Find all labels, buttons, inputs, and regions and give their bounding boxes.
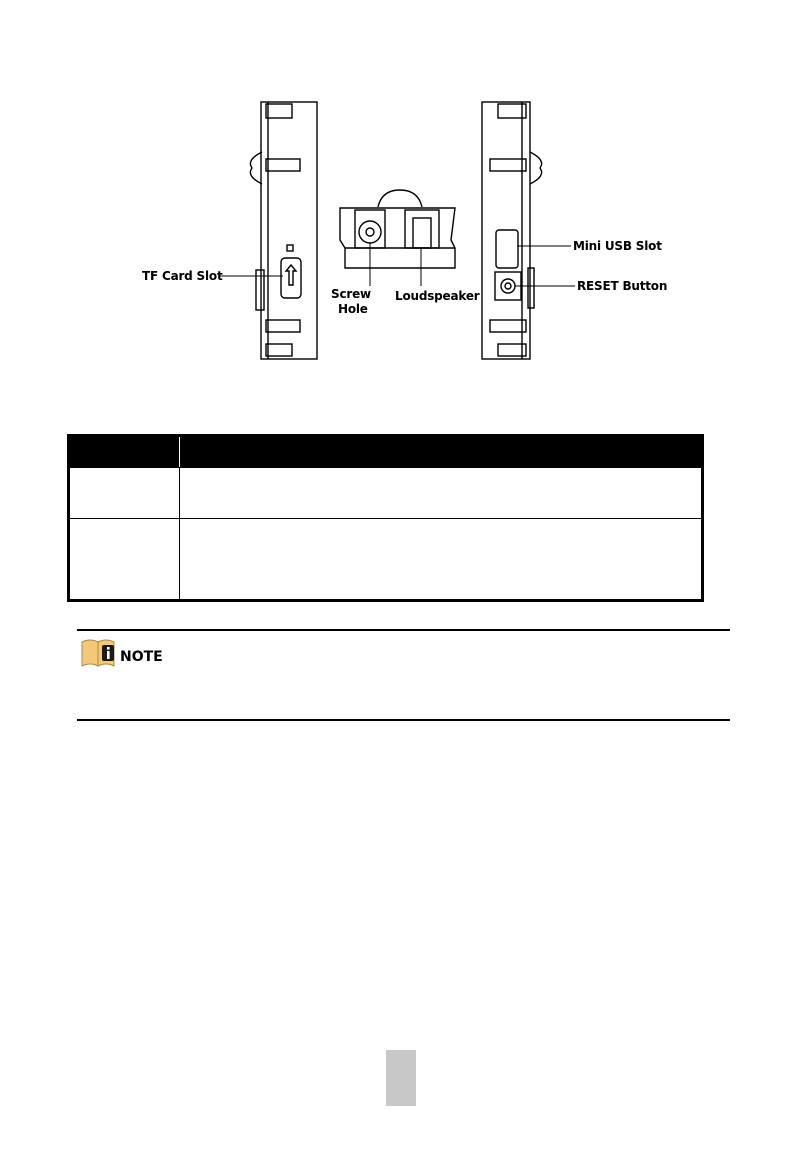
table-cell — [180, 468, 701, 518]
tf-card-slot-label: TF Card Slot — [142, 269, 223, 283]
center-front-view — [340, 190, 455, 286]
screw-hole-label-line1: Screw — [331, 287, 371, 301]
left-side-view — [250, 102, 317, 359]
table-row — [70, 518, 701, 599]
loudspeaker-label: Loudspeaker — [395, 289, 480, 303]
screw-hole-label-line2: Hole — [338, 302, 368, 316]
reset-button-label: RESET Button — [577, 279, 668, 293]
spec-table — [67, 434, 704, 602]
device-drawing — [0, 0, 795, 380]
note-box — [77, 629, 730, 721]
note-label: NOTE — [120, 649, 163, 665]
device-figure — [0, 0, 795, 380]
page-number-box — [386, 1050, 416, 1106]
table-cell — [180, 519, 701, 599]
table-header-cell — [180, 437, 701, 467]
table-cell — [70, 468, 180, 518]
table-header-cell — [70, 437, 180, 467]
right-side-view — [482, 102, 542, 359]
table-header-row — [70, 437, 701, 467]
mini-usb-slot-label: Mini USB Slot — [573, 239, 662, 253]
table-row — [70, 467, 701, 518]
table-cell — [70, 519, 180, 599]
manual-info-icon — [80, 638, 118, 668]
